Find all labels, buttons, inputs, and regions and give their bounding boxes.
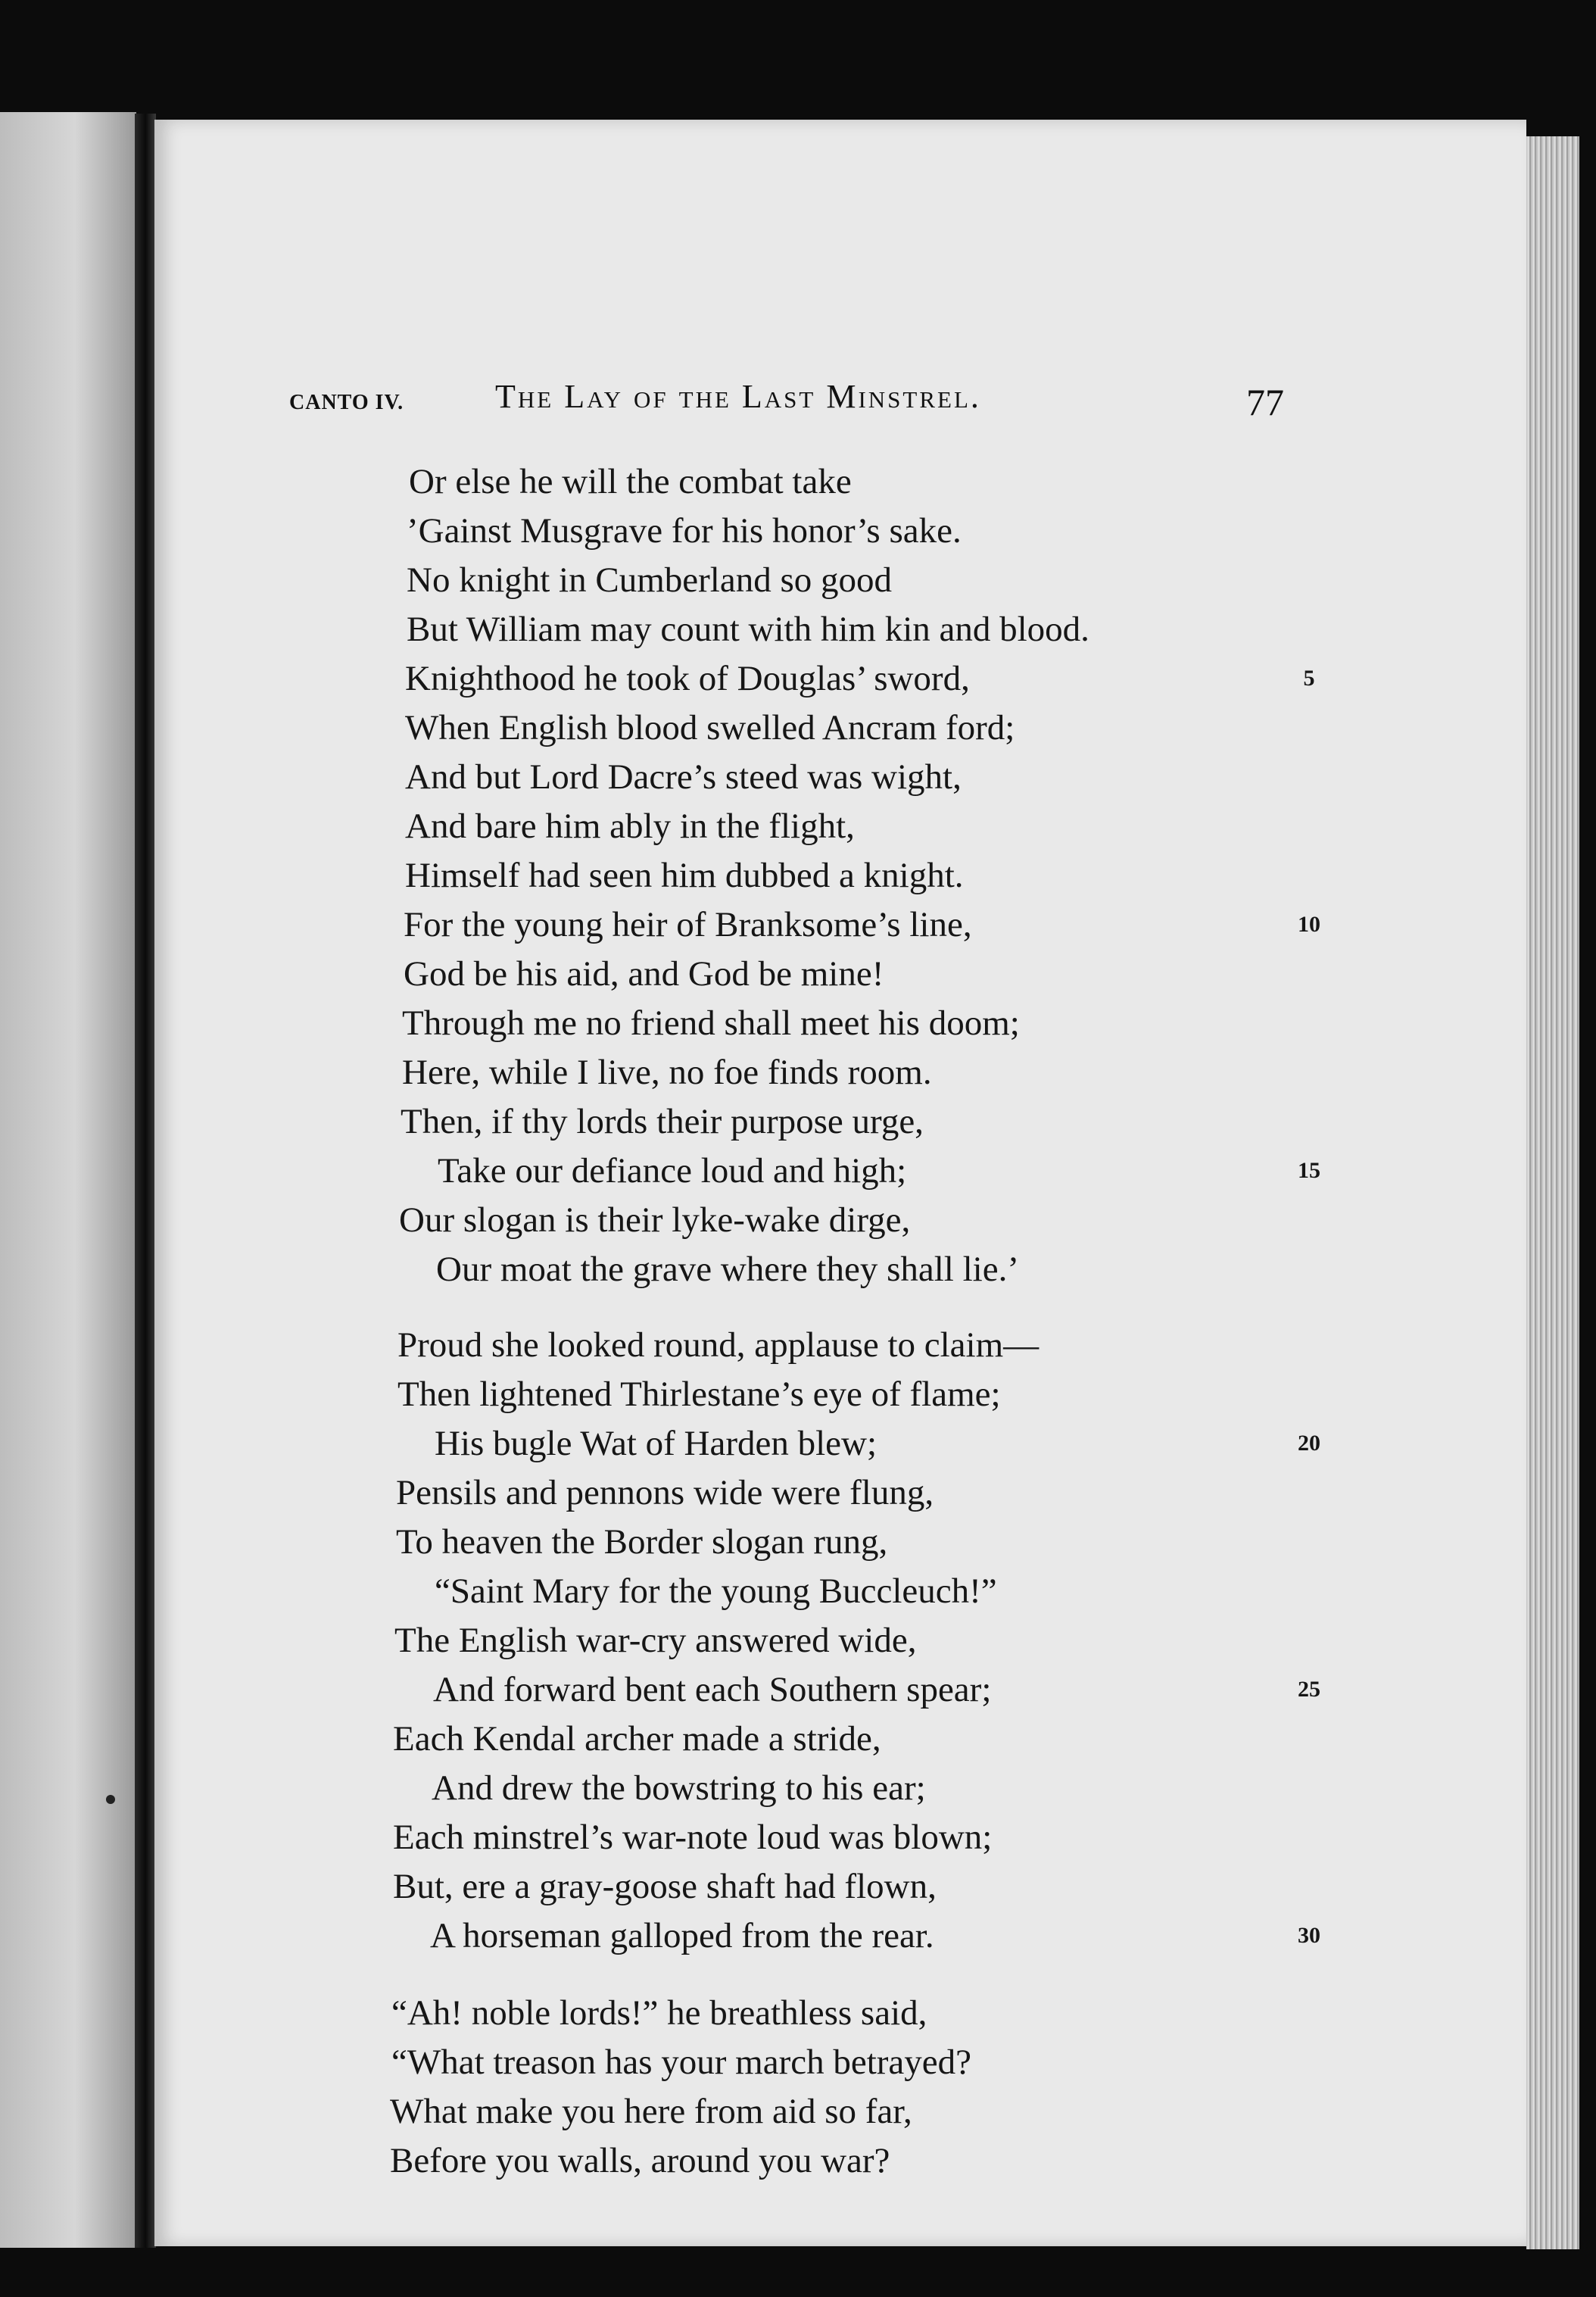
verse-line: And drew the bowstring to his ear; [432, 1768, 926, 1808]
verse-line: “Saint Mary for the young Buccleuch!” [435, 1571, 997, 1611]
verse-line: When English blood swelled Ancram ford; [405, 708, 1015, 747]
verse-line: Each minstrel’s war-note loud was blown; [393, 1818, 993, 1857]
facing-page-edge [0, 112, 136, 2248]
verse-line: The English war-cry answered wide, [394, 1621, 917, 1660]
verse-line: Or else he will the combat take [409, 462, 852, 501]
verse-line: And bare him ably in the flight, [405, 807, 855, 846]
verse-line: No knight in Cumberland so good [407, 560, 892, 600]
page-stack-edge [1526, 136, 1579, 2249]
verse-line: Proud she looked round, applause to claim— [397, 1325, 1040, 1365]
verse-line: “What treason has your march betrayed? [391, 2043, 971, 2082]
verse-line: God be his aid, and God be mine! [404, 954, 884, 994]
verse-line: And but Lord Dacre’s steed was wight, [405, 757, 962, 797]
verse-line: Take our defiance loud and high; [438, 1151, 907, 1191]
verse-line: Our slogan is their lyke-wake dirge, [399, 1200, 911, 1240]
line-number: 5 [1303, 666, 1315, 691]
verse-line: Through me no friend shall meet his doom; [402, 1003, 1020, 1043]
page-number: 77 [1246, 381, 1284, 423]
verse-line: Himself had seen him dubbed a knight. [405, 856, 964, 895]
verse-line: And forward bent each Southern spear; [433, 1670, 992, 1709]
verse-line: Then, if thy lords their purpose urge, [401, 1102, 924, 1141]
line-number: 10 [1298, 912, 1320, 937]
verse-line: Then lightened Thirlestane’s eye of flame; [397, 1375, 1001, 1414]
verse-line: “Ah! noble lords!” he breathless said, [391, 1993, 927, 2033]
verse-line: Knighthood he took of Douglas’ sword, [405, 659, 970, 698]
line-number: 20 [1298, 1431, 1320, 1456]
verse-line: Pensils and pennons wide were flung, [396, 1473, 934, 1512]
line-number: 25 [1298, 1677, 1320, 1702]
running-title: The Lay of the Last Minstrel. [495, 378, 981, 415]
canto-label: CANTO IV. [289, 391, 404, 414]
verse-line: ’Gainst Musgrave for his honor’s sake. [407, 511, 962, 551]
verse-line: For the young heir of Branksome’s line, [404, 905, 972, 944]
verse-line: But William may count with him kin and blood. [407, 610, 1089, 649]
verse-line: Here, while I live, no foe finds room. [402, 1053, 932, 1092]
verse-line: Our moat the grave where they shall lie.’ [436, 1250, 1019, 1289]
line-number: 15 [1298, 1158, 1320, 1183]
line-number: 30 [1298, 1923, 1320, 1948]
verse-line: Each Kendal archer made a stride, [393, 1719, 881, 1759]
verse-line: But, ere a gray-goose shaft had flown, [393, 1867, 937, 1906]
verse-line: A horseman galloped from the rear. [430, 1916, 934, 1955]
running-header [154, 377, 1526, 438]
verse-line: His bugle Wat of Harden blew; [435, 1424, 877, 1463]
book-page [154, 120, 1526, 2246]
verse-line: Before you walls, around you war? [390, 2141, 890, 2180]
book-gutter [135, 114, 156, 2248]
verse-line: What make you here from aid so far, [390, 2092, 912, 2131]
verse-line: To heaven the Border slogan rung, [396, 1522, 888, 1562]
margin-mark [106, 1795, 115, 1804]
